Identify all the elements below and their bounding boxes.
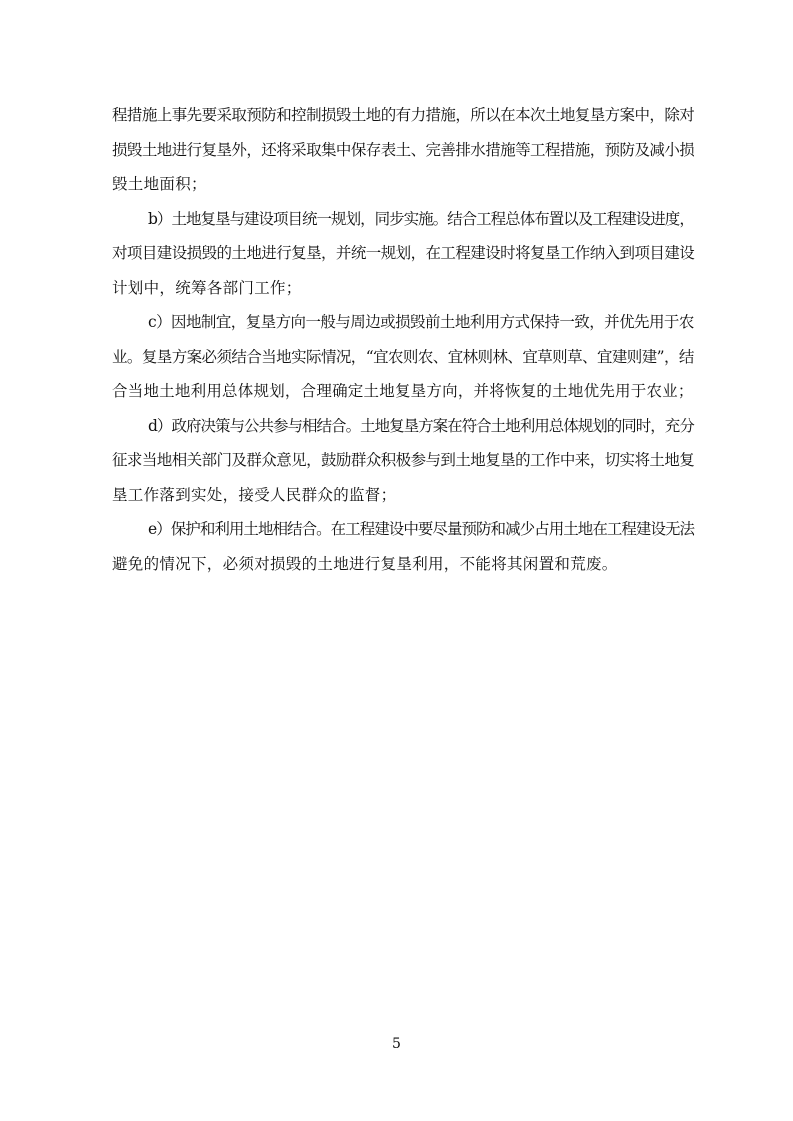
text-line: d）政府决策与公共参与相结合。土地复垦方案在符合土地利用总体规划的同时，充分	[148, 416, 694, 435]
paragraph-e	[112, 512, 694, 581]
paragraph-c	[112, 305, 694, 409]
text-line: 征求当地相关部门及群众意见，鼓励群众积极参与到土地复垦的工作中来，切实将土地复	[112, 451, 695, 469]
text-line: 毁土地面积；	[112, 175, 207, 193]
text-line: 避免的情况下，必须对损毁的土地进行复垦利用，不能将其闲置和荒废。	[112, 554, 618, 573]
text-line: e）保护和利用土地相结合。在工程建设中要尽量预防和减少占用土地在工程建设无法	[148, 520, 695, 538]
text-line: 业。复垦方案必须结合当地实际情况，“宜农则农、宜林则林、宜草则草、宜建则建”，结	[112, 347, 694, 366]
paragraph-continuation	[112, 98, 694, 202]
text-line: b）土地复垦与建设项目统一规划，同步实施。结合工程总体布置以及工程建设进度，	[148, 209, 694, 228]
text-line: 程措施上事先要采取预防和控制损毁土地的有力措施，所以在本次土地复垦方案中，除对	[112, 106, 695, 124]
text-line: 垦工作落到实处，接受人民群众的监督；	[112, 485, 397, 504]
text-line: 损毁土地进行复垦外，还将采取集中保存表土、完善排水措施等工程措施，预防及减小损	[112, 140, 695, 159]
text-line: 计划中，统筹各部门工作；	[112, 278, 302, 297]
paragraph-d	[112, 409, 694, 513]
text-line: 合当地土地利用总体规划，合理确定土地复垦方向，并将恢复的土地优先用于农业；	[112, 382, 694, 400]
text-line: 对项目建设损毁的土地进行复垦，并统一规划，在工程建设时将复垦工作纳入到项目建设	[112, 244, 695, 262]
document-body	[112, 98, 694, 581]
text-line: c）因地制宜，复垦方向一般与周边或损毁前土地利用方式保持一致，并优先用于农	[148, 313, 694, 331]
paragraph-b	[112, 202, 694, 306]
page-number: 5	[392, 1036, 401, 1052]
